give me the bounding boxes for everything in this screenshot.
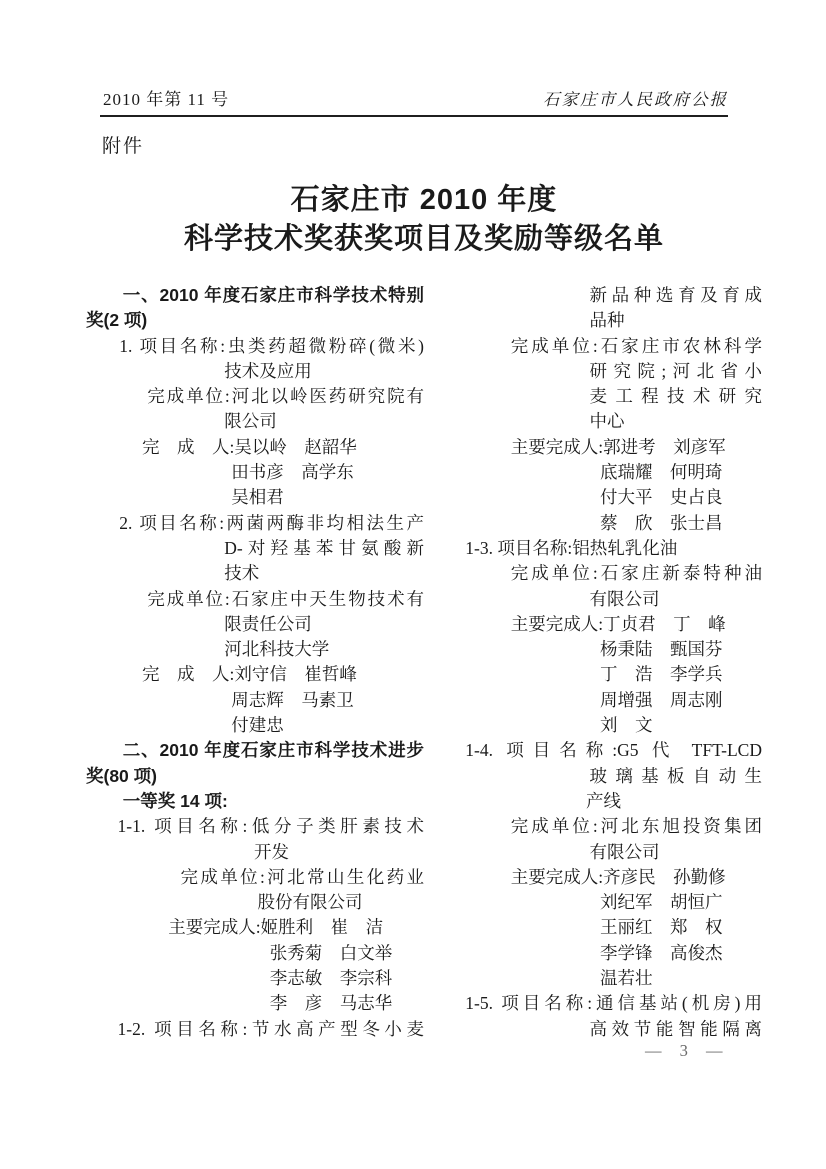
text-line: 有限公司 — [589, 841, 660, 862]
text-line: 刘 文 — [600, 715, 653, 736]
text-line: 新品种选育及育成 — [589, 285, 762, 305]
attachment-label: 附件 — [102, 136, 145, 157]
text-line: 李志敏 李宗科 — [269, 968, 393, 989]
text-line: 麦工程技术研究 — [589, 386, 762, 407]
text-line: 吴相君 — [231, 487, 284, 508]
text-line: 1-3. 项目名称:铝热轧乳化油 — [465, 537, 678, 558]
text-line: 完 成 人:吴以岭 赵韶华 — [142, 436, 357, 457]
text-line: 主要完成人:郭进考 刘彦军 — [510, 436, 726, 457]
text-line: 开发 — [254, 841, 289, 862]
document-title — [86, 181, 762, 259]
text-line: 2. 项目名称:两菌两酶非均相法生产 — [119, 512, 424, 533]
text-line: 有限公司 — [589, 588, 660, 609]
text-line: 张秀菊 白文举 — [269, 942, 393, 963]
right-column — [460, 283, 762, 1042]
text-line: 完成单位:石家庄新泰特种油 — [510, 563, 762, 584]
text-line: 周增强 周志刚 — [600, 689, 723, 710]
text-line: 河北科技大学 — [224, 639, 330, 660]
issue-number: 2010 年第 11 号 — [103, 90, 230, 109]
text-line: 王丽红 郑 权 — [600, 917, 723, 938]
text-line: 主要完成人:齐彦民 孙勤修 — [510, 866, 726, 887]
text-line: 奖(2 项) — [86, 310, 148, 331]
document-title-line2: 科学技术奖获奖项目及奖励等级名单 — [183, 223, 664, 255]
text-line: 周志辉 马素卫 — [231, 689, 354, 710]
document-title-line1: 石家庄市 2010 年度 — [290, 184, 558, 216]
text-line: D-对羟基苯甘氨酸新 — [224, 537, 424, 558]
text-line: 完成单位:石家庄中天生物技术有 — [147, 588, 424, 609]
text-line: 奖(80 项) — [86, 765, 157, 786]
text-line: 完成单位:石家庄市农林科学 — [510, 335, 762, 356]
text-line: 李学锋 高俊杰 — [600, 942, 723, 963]
text-line: 丁 浩 李学兵 — [600, 664, 723, 685]
left-column — [86, 283, 424, 1042]
text-line: 完成单位:河北东旭投资集团 — [510, 816, 762, 837]
page-header — [100, 90, 728, 117]
text-line: 刘纪军 胡恒广 — [600, 892, 723, 913]
text-line: 技术 — [224, 563, 260, 584]
text-line: 主要完成人:姬胜利 崔 洁 — [168, 917, 384, 938]
text-line: 1-5. 项目名称:通信基站(机房)用 — [465, 993, 762, 1014]
text-line: 高效节能智能隔离 — [589, 1018, 762, 1039]
text-line: 底瑞耀 何明琦 — [600, 462, 723, 483]
text-line: 技术及应用 — [224, 360, 312, 381]
text-line: 李 彦 马志华 — [269, 993, 393, 1014]
text-line: 完成单位:河北常山生化药业 — [180, 866, 424, 887]
text-line: 蔡 欣 张士昌 — [600, 512, 723, 533]
text-line: 1. 项目名称:虫类药超微粉碎(微米) — [119, 335, 424, 356]
page-number: — 3 — — [645, 1041, 730, 1060]
text-line: 完成单位:河北以岭医药研究院有 — [147, 386, 424, 407]
text-line: 中心 — [589, 411, 625, 432]
text-line: 限公司 — [224, 411, 277, 432]
text-line: 一、2010 年度石家庄市科学技术特别 — [122, 285, 424, 305]
text-line: 玻璃基板自动生 — [589, 765, 762, 786]
text-line: 品种 — [589, 310, 625, 331]
text-line: 温若壮 — [600, 968, 653, 989]
text-line: 1-2. 项目名称:节水高产型冬小麦 — [117, 1018, 424, 1039]
text-line: 研究院;河北省小 — [589, 360, 762, 381]
text-line: 一等奖 14 项: — [122, 790, 228, 811]
text-line: 产线 — [586, 790, 621, 811]
text-line: 付大平 史占良 — [600, 487, 723, 508]
text-line: 付建忠 — [231, 715, 284, 736]
text-line: 完 成 人:刘守信 崔哲峰 — [142, 664, 357, 685]
text-line: 杨秉陆 甄国芬 — [600, 639, 723, 660]
text-line: 1-1. 项目名称:低分子类肝素技术 — [117, 816, 424, 837]
text-line: 1-4. 项目名称:G5 代 TFT-LCD — [465, 740, 762, 761]
body-columns — [86, 283, 762, 1042]
text-line: 股份有限公司 — [257, 892, 363, 913]
text-line: 田书彦 高学东 — [231, 462, 354, 483]
text-line: 主要完成人:丁贞君 丁 峰 — [510, 613, 726, 634]
text-line: 限责任公司 — [224, 613, 312, 634]
gazette-name: 石家庄市人民政府公报 — [543, 90, 728, 109]
text-line: 二、2010 年度石家庄市科学技术进步 — [122, 740, 424, 761]
